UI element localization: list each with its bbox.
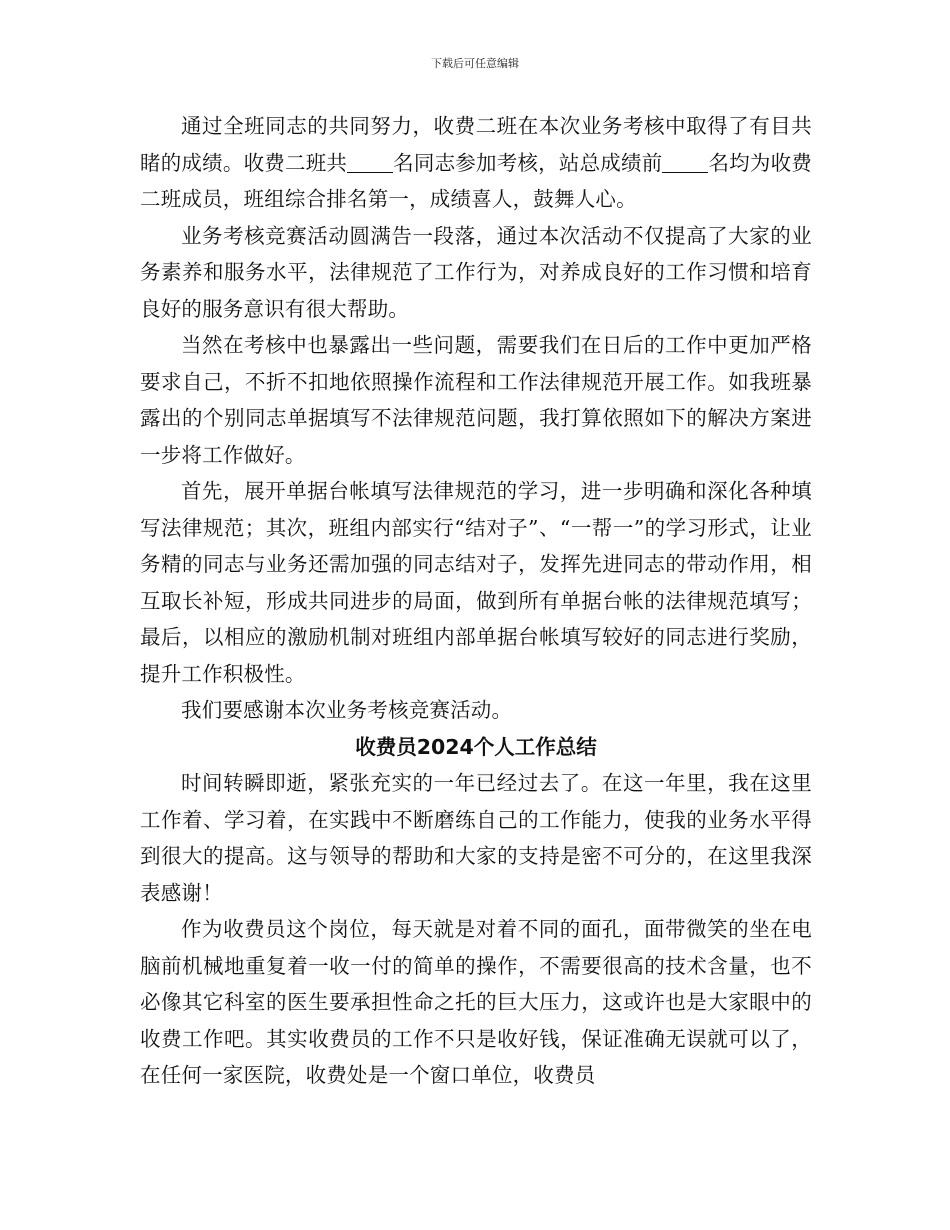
paragraph-year-review: 时间转瞬即逝，紧张充实的一年已经过去了。在这一年里，我在这里工作着、学习着，在实践中不断磨练自己的工作能力，使我的业务水平得到很大的提高。这与领导的帮助和大家的支持是密不可分的，在这里我深表感谢！	[140, 771, 812, 905]
paragraph-solutions: 首先，展开单据台帐填写法律规范的学习，进一步明确和深化各种填写法律规范；其次，班组内部实行“结对子”、“一帮一”的学习形式，让业务精的同志与业务还需加强的同志结对子，发挥先进同志的带动作用，相互取长补短，形成共同进步的局面，做到所有单据台帐的法律规范填写；最后，以相应的激励机制对班组内部单据台帐填写较好的同志进行奖励，提升工作积极性。	[140, 479, 812, 686]
paragraph-text: 通过全班同志的共同努力，收费二班在本次业务考核中取得了有目共睹的成绩。收费二班共	[140, 114, 812, 175]
paragraph-exam-results	[140, 108, 812, 218]
paragraph-activity-summary: 业务考核竞赛活动圆满告一段落，通过本次活动不仅提高了大家的业务素养和服务水平，法律规范了工作行为，对养成良好的工作习惯和培育良好的服务意识有很大帮助。	[140, 223, 812, 321]
paragraph-text: 名同志参加考核，站总成绩前	[393, 150, 663, 175]
section-title: 收费员2024个人工作总结	[355, 734, 597, 759]
paragraph-thanks: 我们要感谢本次业务考核竞赛活动。	[181, 698, 513, 722]
paragraph-cashier-role: 作为收费员这个岗位，每天就是对着不同的面孔，面带微笑的坐在电脑前机械地重复着一收一付的简单的操作，不需要很高的技术含量，也不必像其它科室的医生要承担性命之托的巨大压力，这或许也是大家眼中的收费工作吧。其实收费员的工作不只是收好钱，保证准确无误就可以了，在任何一家医院，收费处是一个窗口单位，收费员	[140, 917, 812, 1087]
paragraph-text: 名均为收费二班成员，班组综合排名第一，成绩喜人，鼓舞人心。	[140, 150, 813, 211]
paragraph-problems: 当然在考核中也暴露出一些问题，需要我们在日后的工作中更加严格要求自己，不折不扣地依照操作流程和工作法律规范开展工作。如我班暴露出的个别同志单据填写不法律规范问题，我打算依照如下的解决方案进一步将工作做好。	[140, 333, 812, 467]
document-body	[140, 108, 812, 1094]
fill-in-blank	[347, 152, 393, 173]
page-header: 下载后可任意编辑	[431, 57, 519, 70]
fill-in-blank	[662, 152, 708, 173]
